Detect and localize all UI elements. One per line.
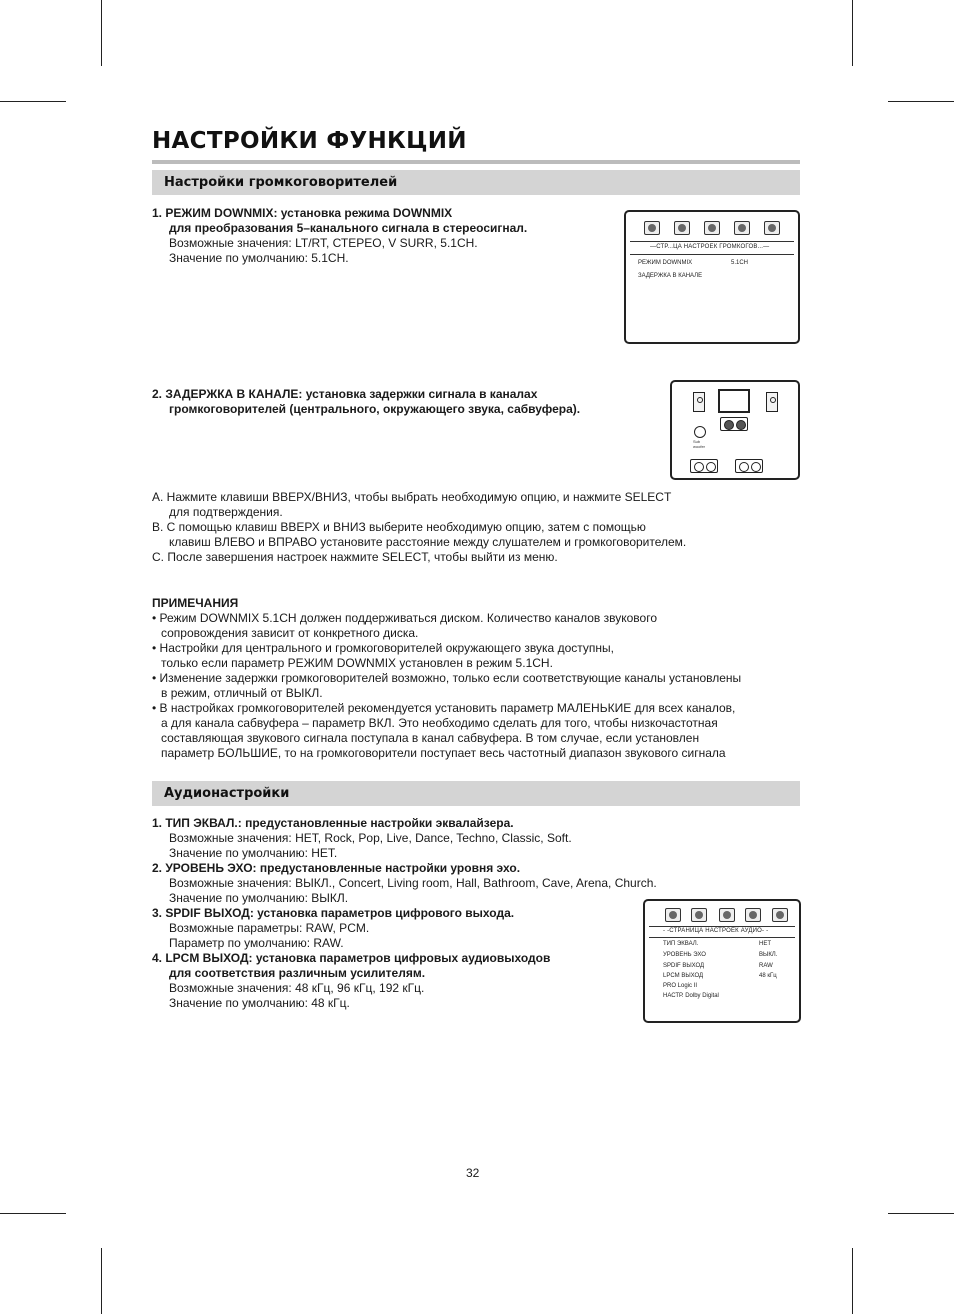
front-left-speaker-icon — [693, 392, 705, 412]
steps-block — [152, 490, 686, 565]
note-line: • Режим DOWNMIX 5.1CH должен поддерживаться диском. Количество каналов звукового — [152, 611, 658, 625]
audio-line: Параметр по умолчанию: RAW. — [169, 936, 344, 950]
menu-item-channel-delay[interactable]: ЗАДЕРЖКА В КАНАЛЕ — [638, 273, 703, 279]
note-line: • В настройках громкоговорителей рекомендуется установить параметр МАЛЕНЬКИЕ для всех каналов, — [152, 701, 736, 715]
menu-value-echo-level: ВЫКЛ. — [759, 952, 778, 958]
menu-item-echo-level[interactable]: УРОВЕНЬ ЭХО — [663, 952, 706, 958]
speaker-layout-screen — [670, 380, 800, 480]
crop-mark — [888, 101, 954, 102]
step-line: B. С помощью клавиш ВВЕРХ и ВНИЗ выберите необходимую опцию, затем с помощью — [152, 520, 646, 534]
menu-value-downmix: 5.1CH — [731, 260, 749, 266]
screen-rule — [649, 926, 795, 927]
item-line: для преобразования 5–канального сигнала в стереосигнал. — [169, 221, 528, 235]
note-line: составляющая звукового сигнала поступала в канал сабвуфера. В том случае, если установлен — [161, 731, 700, 745]
language-icon — [665, 908, 681, 922]
audio-line: 3. SPDIF ВЫХОД: установка параметров цифрового выхода. — [152, 906, 515, 920]
item-line: Значение по умолчанию: 5.1CH. — [169, 251, 349, 265]
page-title: НАСТРОЙКИ ФУНКЦИЙ — [152, 128, 467, 154]
notes-block — [152, 596, 802, 761]
section-heading-audio: Аудионастройки — [152, 781, 800, 806]
title-rule — [152, 160, 800, 164]
crop-mark — [852, 0, 853, 66]
menu-value-spdif-output: RAW — [759, 963, 773, 969]
menu-value-eq-type: НЕТ — [759, 941, 771, 947]
front-right-speaker-icon — [766, 392, 778, 412]
menu-item-lpcm-output[interactable]: LPCM ВЫХОД — [663, 973, 704, 979]
audio-items — [152, 816, 657, 1011]
note-line: только если параметр РЕЖИМ DOWNMIX установлен в режим 5.1CH. — [161, 656, 553, 670]
step-line: клавиш ВЛЕВО и ВПРАВО установите расстояние между слушателем и громкоговорителем. — [169, 535, 687, 549]
video-icon — [734, 221, 750, 235]
menu-item-spdif-output[interactable]: SPDIF ВЫХОД — [663, 963, 705, 969]
note-line: • Изменение задержки громкоговорителей возможно, только если соответствующие каналы установлены — [152, 671, 742, 685]
audio-line: 1. ТИП ЭКВАЛ.: предустановленные настройки эквалайзера. — [152, 816, 514, 830]
item-line: громкоговорителей (центрального, окружающего звука, сабвуфера). — [169, 402, 581, 416]
settings-icon — [772, 908, 788, 922]
subwoofer-label-line: woofer — [693, 444, 706, 449]
speaker-icon — [674, 221, 690, 235]
note-line: параметр БОЛЬШИЕ, то на громкоговорители поступает весь частотный диапазон звукового сигнала — [161, 746, 726, 760]
listener-icon — [720, 417, 748, 431]
settings-icon — [764, 221, 780, 235]
channel-delay-item — [152, 387, 580, 417]
section-heading-speakers: Настройки громкоговорителей — [152, 170, 800, 195]
audio-line: для соответствия различным усилителям. — [169, 966, 426, 980]
crop-mark — [101, 0, 102, 66]
crop-mark — [101, 1248, 102, 1314]
menu-item-downmix[interactable]: РЕЖИМ DOWNMIX — [638, 260, 693, 266]
audio-line: Значение по умолчанию: НЕТ. — [169, 846, 338, 860]
screen-rule — [630, 254, 794, 255]
subwoofer-label — [693, 439, 705, 449]
crop-mark — [0, 101, 66, 102]
audio-icon — [704, 221, 720, 235]
audio-line: Значение по умолчанию: 48 кГц. — [169, 996, 350, 1010]
subwoofer-icon — [694, 426, 706, 438]
step-line: A. Нажмите клавиши ВВЕРХ/ВНИЗ, чтобы выбрать необходимую опцию, и нажмите SELECT — [152, 490, 672, 504]
step-line: для подтверждения. — [169, 505, 283, 519]
screen-header: - -СТРАНИЦА НАСТРОЕК АУДИО- - — [663, 928, 769, 934]
item-line: Возможные значения: LT/RT, СТЕРЕО, V SURR, 5.1CH. — [169, 236, 478, 250]
step-line: C. После завершения настроек нажмите SELECT, чтобы выйти из меню. — [152, 550, 558, 564]
audio-line: Возможные значения: ВЫКЛ., Concert, Living room, Hall, Bathroom, Cave, Arena, Church. — [169, 876, 657, 890]
item-line: 1. РЕЖИМ DOWNMIX: установка режима DOWNMIX — [152, 206, 453, 220]
audio-line: 2. УРОВЕНЬ ЭХО: предустановленные настройки уровня эхо. — [152, 861, 521, 875]
speaker-icon — [691, 908, 707, 922]
audio-line: Возможные параметры: RAW, PCM. — [169, 921, 370, 935]
audio-line: 4. LPCM ВЫХОД: установка параметров цифровых аудиовыходов — [152, 951, 551, 965]
menu-item-eq-type[interactable]: ТИП ЭКВАЛ. — [663, 941, 699, 947]
crop-mark — [888, 1213, 954, 1214]
menu-item-dolby-digital[interactable]: НАСТР. Dolby Digital — [663, 993, 719, 999]
language-icon — [644, 221, 660, 235]
audio-line: Возможные значения: 48 кГц, 96 кГц, 192 кГц. — [169, 981, 425, 995]
tv-icon — [718, 389, 750, 413]
downmix-item — [152, 206, 527, 266]
note-line: в режим, отличный от ВЫКЛ. — [161, 686, 323, 700]
note-line: сопровождения зависит от конкретного диска. — [161, 626, 419, 640]
audio-line: Значение по умолчанию: ВЫКЛ. — [169, 891, 349, 905]
item-line: 2. ЗАДЕРЖКА В КАНАЛЕ: установка задержки сигнала в каналах — [152, 387, 538, 401]
screen-rule — [649, 937, 795, 938]
screen-rule — [630, 241, 794, 242]
audio-line: Возможные значения: НЕТ, Rock, Pop, Live, Dance, Techno, Classic, Soft. — [169, 831, 572, 845]
menu-item-pro-logic[interactable]: PRO Logic II — [663, 983, 698, 989]
rear-right-speakers-icon — [735, 459, 763, 473]
notes-title: ПРИМЕЧАНИЯ — [152, 596, 239, 610]
audio-setup-screen — [643, 899, 801, 1023]
audio-icon — [719, 908, 735, 922]
note-line: • Настройки для центрального и громкоговорителей окружающего звука доступны, — [152, 641, 614, 655]
crop-mark — [852, 1248, 853, 1314]
crop-mark — [0, 1213, 66, 1214]
speaker-setup-screen — [624, 210, 800, 344]
screen-header: —СТР...ЦА НАСТРОЕК ГРОМКОГОВ...— — [650, 244, 770, 250]
menu-value-lpcm-output: 48 кГц — [759, 973, 777, 979]
page-number: 32 — [466, 1166, 480, 1180]
video-icon — [745, 908, 761, 922]
rear-left-speakers-icon — [690, 459, 718, 473]
subwoofer-label-line: Sub — [693, 439, 701, 444]
note-line: а для канала сабвуфера – параметр ВКЛ. Это необходимо сделать для того, чтобы низкочастотная — [161, 716, 718, 730]
